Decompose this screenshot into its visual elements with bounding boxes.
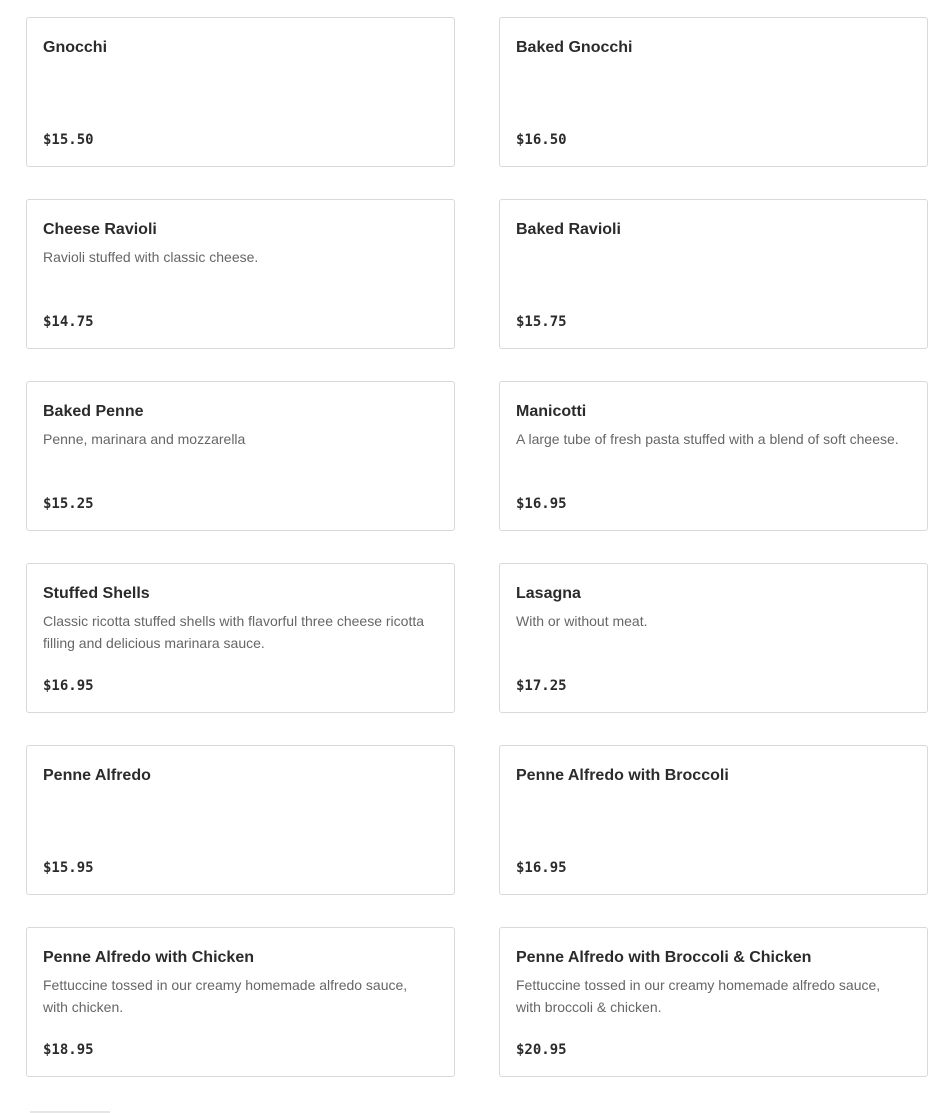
menu-item-card[interactable] (26, 381, 455, 531)
menu-item-name: Stuffed Shells (43, 585, 150, 602)
menu-item-card[interactable] (26, 563, 455, 713)
menu-item-description: Fettuccine tossed in our creamy homemade alfredo sauce, with broccoli & chicken. (516, 977, 881, 1015)
menu-item-description: A large tube of fresh pasta stuffed with a blend of soft cheese. (516, 431, 899, 447)
menu-item-name: Baked Penne (43, 403, 144, 420)
menu-item-price: $16.95 (516, 860, 567, 876)
menu-item-name: Gnocchi (43, 39, 108, 56)
menu-item-card[interactable] (26, 199, 455, 349)
menu-item-card[interactable] (499, 927, 928, 1077)
menu-item-card[interactable] (499, 199, 928, 349)
next-section-edge (26, 1107, 928, 1113)
menu-item-price: $20.95 (516, 1042, 567, 1058)
menu-item-description: Ravioli stuffed with classic cheese. (43, 249, 259, 265)
menu-item-name: Penne Alfredo with Broccoli & Chicken (516, 949, 812, 966)
menu-item-description: Fettuccine tossed in our creamy homemade alfredo sauce, with chicken. (43, 977, 408, 1015)
menu-item-card[interactable] (26, 927, 455, 1077)
menu-item-card[interactable] (26, 745, 455, 895)
menu-item-card[interactable] (499, 745, 928, 895)
menu-item-name: Penne Alfredo with Broccoli (516, 767, 729, 784)
menu-item-name: Baked Gnocchi (516, 39, 633, 56)
menu-item-price: $15.75 (516, 314, 567, 330)
menu-item-name: Lasagna (516, 585, 581, 602)
menu-item-price: $15.95 (43, 860, 94, 876)
menu-item-name: Manicotti (516, 403, 587, 420)
menu-item-name: Cheese Ravioli (43, 221, 157, 238)
menu-item-card[interactable] (499, 17, 928, 167)
menu-item-price: $17.25 (516, 678, 567, 694)
menu-item-price: $15.25 (43, 496, 94, 512)
menu-item-description: Classic ricotta stuffed shells with flavorful three cheese ricotta filling and delicious marinara sauce. (43, 613, 425, 651)
menu-item-price: $15.50 (43, 132, 94, 148)
menu-item-name: Penne Alfredo with Chicken (43, 949, 254, 966)
menu-item-price: $18.95 (43, 1042, 94, 1058)
menu-item-description: With or without meat. (516, 613, 648, 629)
menu-item-name: Baked Ravioli (516, 221, 621, 238)
menu-item-price: $14.75 (43, 314, 94, 330)
menu-item-name: Penne Alfredo (43, 767, 151, 784)
menu-items-grid (26, 17, 928, 1077)
menu-item-price: $16.95 (516, 496, 567, 512)
menu-item-card[interactable] (499, 563, 928, 713)
menu-item-card[interactable] (26, 17, 455, 167)
menu-item-card[interactable] (499, 381, 928, 531)
menu-item-price: $16.50 (516, 132, 567, 148)
menu-item-price: $16.95 (43, 678, 94, 694)
menu-item-description: Penne, marinara and mozzarella (43, 431, 246, 447)
